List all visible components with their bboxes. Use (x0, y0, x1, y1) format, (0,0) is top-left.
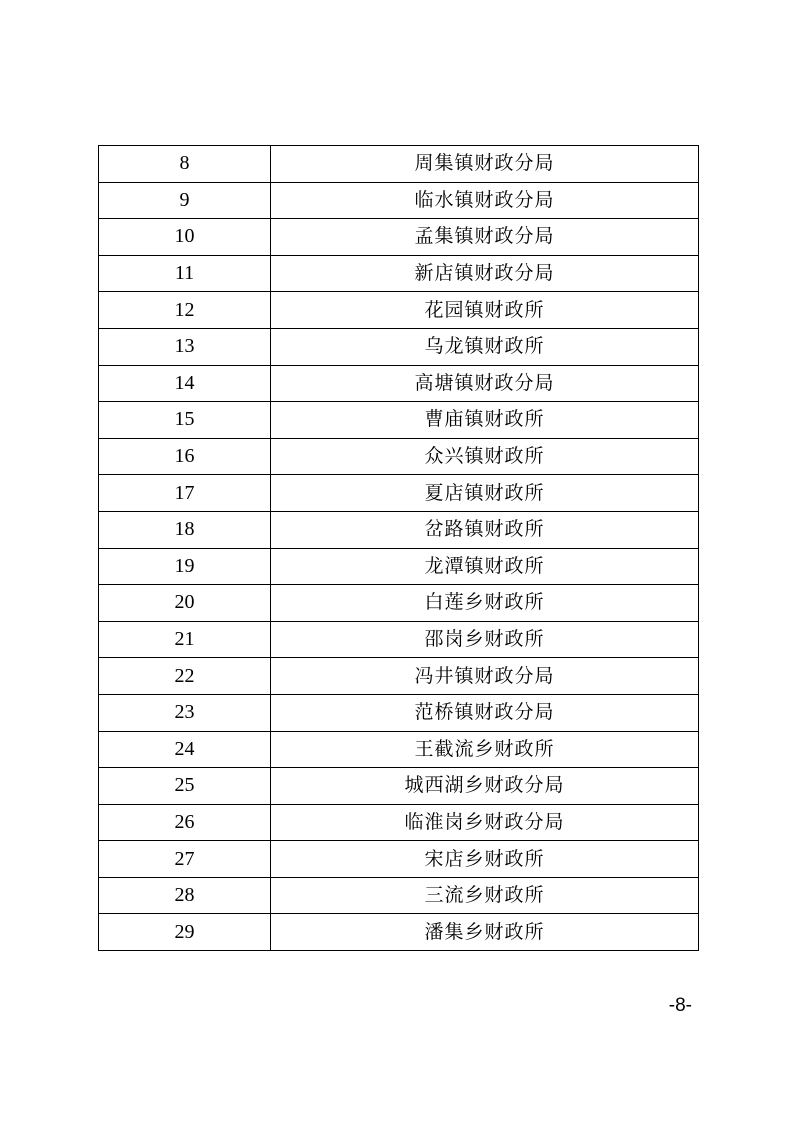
office-name-cell: 城西湖乡财政分局 (271, 768, 699, 805)
table-row (99, 511, 699, 548)
office-name-cell: 宋店乡财政所 (271, 841, 699, 878)
table-row (99, 292, 699, 329)
row-number-cell: 23 (99, 694, 271, 731)
row-number-cell: 14 (99, 365, 271, 402)
office-name-cell: 临淮岗乡财政分局 (271, 804, 699, 841)
row-number-cell: 9 (99, 182, 271, 219)
row-number-cell: 10 (99, 219, 271, 256)
row-number-cell: 29 (99, 914, 271, 951)
row-number-cell: 21 (99, 621, 271, 658)
office-name-cell: 冯井镇财政分局 (271, 658, 699, 695)
row-number-cell: 18 (99, 511, 271, 548)
office-name-cell: 邵岗乡财政所 (271, 621, 699, 658)
row-number-cell: 19 (99, 548, 271, 585)
table-row (99, 768, 699, 805)
table-row (99, 548, 699, 585)
office-name-cell: 众兴镇财政所 (271, 438, 699, 475)
row-number-cell: 28 (99, 877, 271, 914)
table-row (99, 585, 699, 622)
table-row (99, 731, 699, 768)
row-number-cell: 20 (99, 585, 271, 622)
office-name-cell: 潘集乡财政所 (271, 914, 699, 951)
table-row (99, 255, 699, 292)
row-number-cell: 15 (99, 402, 271, 439)
table-row (99, 365, 699, 402)
table-row (99, 694, 699, 731)
table-row (99, 475, 699, 512)
row-number-cell: 8 (99, 146, 271, 183)
office-name-cell: 曹庙镇财政所 (271, 402, 699, 439)
page-number: -8- (668, 995, 692, 1016)
row-number-cell: 12 (99, 292, 271, 329)
office-name-cell: 王截流乡财政所 (271, 731, 699, 768)
office-name-cell: 高塘镇财政分局 (271, 365, 699, 402)
row-number-cell: 26 (99, 804, 271, 841)
office-name-cell: 白莲乡财政所 (271, 585, 699, 622)
table-row (99, 804, 699, 841)
row-number-cell: 17 (99, 475, 271, 512)
office-name-cell: 孟集镇财政分局 (271, 219, 699, 256)
office-name-cell: 乌龙镇财政所 (271, 328, 699, 365)
row-number-cell: 16 (99, 438, 271, 475)
table-row (99, 438, 699, 475)
table-row (99, 182, 699, 219)
office-name-cell: 范桥镇财政分局 (271, 694, 699, 731)
table-row (99, 914, 699, 951)
row-number-cell: 11 (99, 255, 271, 292)
row-number-cell: 25 (99, 768, 271, 805)
row-number-cell: 13 (99, 328, 271, 365)
office-name-cell: 夏店镇财政所 (271, 475, 699, 512)
office-name-cell: 临水镇财政分局 (271, 182, 699, 219)
table-row (99, 658, 699, 695)
table-row (99, 621, 699, 658)
office-name-cell: 周集镇财政分局 (271, 146, 699, 183)
row-number-cell: 24 (99, 731, 271, 768)
office-name-cell: 三流乡财政所 (271, 877, 699, 914)
row-number-cell: 22 (99, 658, 271, 695)
finance-office-table (98, 145, 699, 951)
office-name-cell: 岔路镇财政所 (271, 511, 699, 548)
office-name-cell: 花园镇财政所 (271, 292, 699, 329)
table-row (99, 841, 699, 878)
table-body (99, 146, 699, 951)
table-row (99, 219, 699, 256)
table-row (99, 877, 699, 914)
office-name-cell: 龙潭镇财政所 (271, 548, 699, 585)
table-row (99, 402, 699, 439)
table-row (99, 146, 699, 183)
row-number-cell: 27 (99, 841, 271, 878)
table-row (99, 328, 699, 365)
office-name-cell: 新店镇财政分局 (271, 255, 699, 292)
